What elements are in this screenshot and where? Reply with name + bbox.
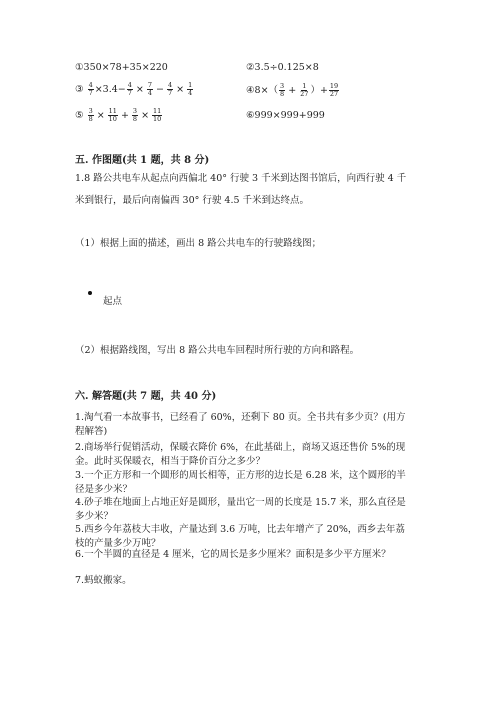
question-6: 6.一个半圆的直径是 4 厘米，它的周长是多少厘米？面积是多少平方厘米？ [75, 549, 391, 560]
calc-problem-2: ②3.5÷0.125×8 [246, 62, 319, 73]
start-point-dot [88, 291, 92, 295]
fraction: $\frac{4}{7}$ [88, 81, 93, 97]
section-6-title: 六. 解答题(共 7 题，共 40 分) [75, 391, 217, 402]
calc-problem-3: ③ $\frac{4}{7}$ ×3.4− $\frac{4}{7}$ × $\frac{7}{4}$ − $\frac{4}{7}$ × $\frac{1}{4}$ [75, 81, 193, 97]
question-2: 2.商场举行促销活动，保暖衣降价 6%，在此基础上，商场又返还售价 5%的现 金。此时买保暖衣，相当于降价百分之多少？ [75, 442, 406, 467]
question-5: 5.西乡今年荔枝大丰收，产量达到 3.6 万吨，比去年增产了 20%，西乡去年荔 枝的产量多少万吨？ [75, 524, 405, 549]
calc-problem-5: ⑤ $\frac{3}{8}$ × $\frac{11}{10}$ + $\frac{3}{8}$ × $\frac{11}{10}$ [75, 107, 162, 123]
fraction: $\frac{4}{7}$ [127, 81, 132, 97]
fraction: $\frac{11}{10}$ [153, 107, 162, 123]
calc-problem-4: ④8×（ $\frac{3}{8}$ + $\frac{1}{27}$ ）+ $\frac{19}{27}$ [246, 82, 339, 98]
calc-problem-6: ⑥999×999+999 [246, 110, 325, 121]
fraction: $\frac{3}{8}$ [132, 107, 138, 123]
fraction: $\frac{19}{27}$ [329, 82, 339, 98]
question-1: 1.淘气看一本故事书，已经看了 60%，还剩下 80 页。全书共有多少页？(用方 程解答) [75, 412, 406, 437]
fraction: $\frac{4}{7}$ [167, 81, 173, 97]
question-4: 4.砂子堆在地面上占地正好是圆形，量出它一周的长度是 15.7 米，那么直径是 多少米？ [75, 497, 406, 522]
fraction: $\frac{3}{8}$ [88, 107, 93, 123]
fraction: $\frac{1}{4}$ [188, 81, 193, 97]
section-5-title: 五. 作图题(共 1 题，共 8 分) [75, 155, 210, 166]
drawing-problem-text: 1.8 路公共电车从起点向西偏北 40° 行驶 3 千米到达图书馆后，向西行驶 4 千 米到银行，最后向南偏西 30° 行驶 4.5 千米到达终点。 [75, 173, 407, 206]
sub-question-1: （1）根据上面的描述，画出 8 路公共电车的行驶路线图； [75, 238, 322, 249]
question-3: 3.一个正方形和一个圆形的周长相等，正方形的边长是 6.28 米，这个圆形的半 径是多少米？ [75, 470, 406, 495]
fraction: $\frac{1}{27}$ [300, 82, 309, 98]
sub-question-2: （2）根据路线图，写出 8 路公共电车回程时所行驶的方向和路程。 [75, 345, 360, 356]
start-point-label: 起点 [103, 296, 123, 307]
fraction: $\frac{11}{10}$ [108, 107, 117, 123]
question-7: 7.蚂蚁搬家。 [75, 575, 132, 586]
fraction: $\frac{7}{4}$ [147, 81, 152, 97]
fraction: $\frac{3}{8}$ [280, 82, 285, 98]
calc-problem-1: ①350×78+35×220 [75, 62, 168, 73]
